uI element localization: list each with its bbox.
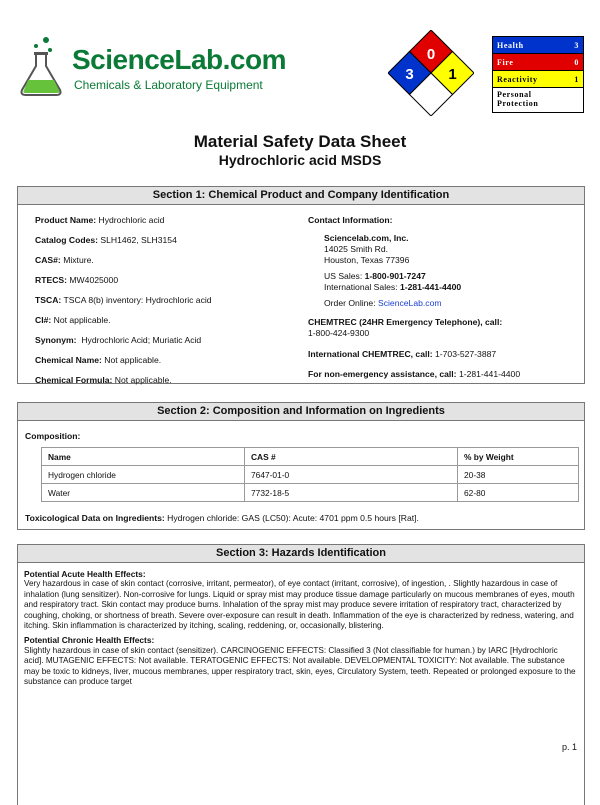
us-sales-line: US Sales: 1-800-901-7247	[324, 271, 426, 281]
ingredient-weight: 62-80	[458, 484, 579, 502]
synonym-line: Synonym: Hydrochloric Acid; Muriatic Acid	[35, 335, 202, 345]
column-header-weight: % by Weight	[458, 448, 579, 466]
chemical-formula-line: Chemical Formula: Not applicable.	[35, 375, 172, 385]
section-2-composition	[17, 402, 585, 530]
nfpa-diamond	[388, 30, 474, 116]
column-header-cas: CAS #	[245, 448, 458, 466]
chemtrec-number: 1-800-424-9300	[308, 328, 370, 338]
chemtrec-heading: CHEMTREC (24HR Emergency Telephone), call:	[308, 317, 503, 327]
hmis-reactivity-value: 1	[574, 74, 579, 84]
non-emergency-line: For non-emergency assistance, call: 1-281-441-4400	[308, 369, 521, 379]
catalog-codes-line: Catalog Codes: SLH1462, SLH3154	[35, 235, 177, 245]
hmis-reactivity-row	[493, 71, 583, 88]
chemical-name-line: Chemical Name: Not applicable.	[35, 355, 162, 365]
hmis-health-label: Health	[497, 40, 524, 50]
table-row	[42, 484, 579, 502]
ingredient-name: Water	[42, 484, 245, 502]
hmis-fire-row	[493, 54, 583, 71]
flask-icon	[16, 34, 68, 98]
table-row	[42, 466, 579, 484]
cas-line: CAS#: Mixture.	[35, 255, 94, 265]
ingredient-name: Hydrogen chloride	[42, 466, 245, 484]
page-title: Material Safety Data Sheet	[193, 132, 407, 151]
order-online-link[interactable]: ScienceLab.com	[377, 298, 442, 308]
composition-label: Composition:	[25, 431, 81, 441]
product-name-line: Product Name: Hydrochloric acid	[35, 215, 165, 225]
hmis-ppe-row	[493, 88, 583, 112]
nfpa-health-value: 3	[405, 66, 414, 83]
nfpa-reactivity-value: 1	[448, 66, 457, 83]
nfpa-fire-value: 0	[426, 46, 436, 63]
composition-table	[41, 447, 579, 502]
hmis-ppe-label-line1: Personal	[497, 90, 532, 99]
hmis-reactivity-label: Reactivity	[497, 74, 538, 84]
hmis-health-row	[493, 37, 583, 54]
hmis-fire-label: Fire	[497, 57, 514, 67]
section-3-heading: Section 3: Hazards Identification	[18, 545, 584, 563]
ingredient-weight: 20-38	[458, 466, 579, 484]
hmis-fire-value: 0	[574, 57, 579, 67]
ingredient-cas: 7732-18-5	[245, 484, 458, 502]
order-online-line: Order Online: ScienceLab.com	[324, 298, 442, 308]
address-line-1: 14025 Smith Rd.	[324, 244, 389, 254]
contact-heading: Contact Information:	[308, 215, 393, 225]
hazards-body	[18, 563, 584, 695]
chronic-effects-text: Slightly hazardous in case of skin contact (sensitizer). CARCINOGENIC EFFECTS: Classified 3 (Not classifiable for human.) by IARC [Hydrochloric acid]. MUTAGENIC EFFECTS: Not available. TERATOGENIC EFFECTS: Not available. DEVELOPMENTAL TOXICITY: Not available. The substance may be toxic to kidneys, liver, mucous membranes, upper respiratory tract, skin, eyes, Circulatory System, teeth. Repeated or prolonged exposure to the substance can produce target	[24, 645, 576, 687]
acute-effects-heading: Potential Acute Health Effects:	[24, 569, 146, 579]
ingredient-cas: 7647-01-0	[245, 466, 458, 484]
hmis-rating-table	[492, 36, 584, 113]
column-header-name: Name	[42, 448, 245, 466]
company-name: Sciencelab.com, Inc.	[324, 233, 409, 243]
international-sales-line: International Sales: 1-281-441-4400	[324, 282, 462, 292]
rtecs-line: RTECS: MW4025000	[35, 275, 119, 285]
page-subtitle: Hydrochloric acid MSDS	[218, 152, 382, 168]
logo-tagline: Chemicals & Laboratory Equipment	[74, 78, 263, 92]
ci-line: CI#: Not applicable.	[35, 315, 111, 325]
chronic-effects-heading: Potential Chronic Health Effects:	[24, 635, 155, 646]
section-1-identification	[17, 186, 585, 384]
tsca-line: TSCA: TSCA 8(b) inventory: Hydrochloric acid	[35, 295, 212, 305]
sciencelab-logo	[16, 34, 286, 104]
page-number: p. 1	[562, 742, 578, 752]
toxicological-data-line: Toxicological Data on Ingredients: Hydrogen chloride: GAS (LC50): Acute: 4701 ppm 0.5 hours [Rat].	[25, 513, 419, 523]
acute-effects-text: Very hazardous in case of skin contact (corrosive, irritant, permeator), of eye contact (irritant, corrosive), of ingestion, . Slightly hazardous in case of inhalation (lung sensitizer). Non-corrosive for lungs. Liquid or spray mist may produce tissue damage particularly on mucous membranes of eyes, mouth and respiratory tract. Skin contact may produce burns. Inhalation of the spray mist may produce severe irritation of respiratory tract, characterized by coughing, choking, or shortness of breath. Severe over-exposure can result in death. Inflammation of the eye is characterized by redness, watering, and itching. Skin inflammation is characterized by itching, scaling, reddening, or, occasionally, blistering.	[24, 579, 575, 631]
section-2-heading: Section 2: Composition and Information on Ingredients	[18, 403, 584, 421]
international-chemtrec-line: International CHEMTREC, call: 1-703-527-3887	[308, 349, 497, 359]
hmis-ppe-label-line2: Protection	[497, 99, 539, 108]
composition-table-header	[42, 448, 579, 466]
hmis-health-value: 3	[574, 40, 579, 50]
section-1-heading: Section 1: Chemical Product and Company Identification	[18, 187, 584, 205]
address-line-2: Houston, Texas 77396	[324, 255, 410, 265]
logo-wordmark: ScienceLab.com	[72, 44, 286, 75]
section-3-hazards	[17, 544, 585, 805]
